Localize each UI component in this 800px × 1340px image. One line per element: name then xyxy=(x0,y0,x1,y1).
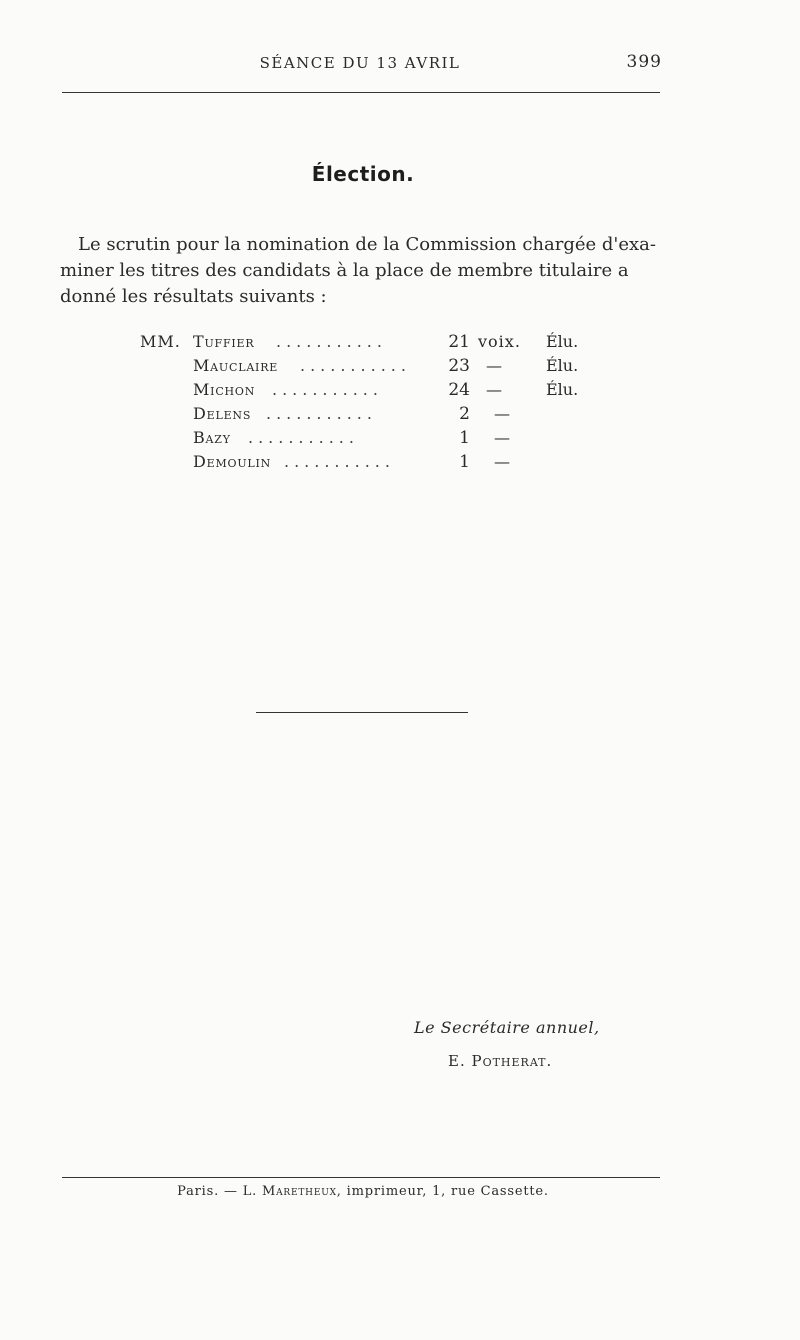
dot-leader: ........... xyxy=(284,452,395,471)
election-status: Élu. xyxy=(546,356,579,375)
candidate-name: Michon xyxy=(193,380,256,399)
vote-unit: — xyxy=(486,356,503,375)
dot-leader: ........... xyxy=(248,428,359,447)
result-row xyxy=(0,404,800,428)
intro-line: donné les résultats suivants : xyxy=(60,286,327,307)
candidate-name: Tuffier xyxy=(193,332,255,351)
candidate-name: Bazy xyxy=(193,428,231,447)
running-title: SÉANCE DU 13 AVRIL xyxy=(259,54,461,72)
election-status: Élu. xyxy=(546,332,579,351)
printer-imprint xyxy=(0,1184,726,1199)
imprint-printer: Maretheux xyxy=(262,1184,337,1199)
vote-count: 21 xyxy=(448,332,470,352)
result-row xyxy=(0,332,800,356)
vote-unit: — xyxy=(494,404,511,423)
intro-line: miner les titres des candidats à la place de membre titulaire a xyxy=(60,260,629,281)
dot-leader: ........... xyxy=(272,380,383,399)
intro-line: Le scrutin pour la nomination de la Commission chargée d'exa- xyxy=(78,234,656,255)
vote-count: 24 xyxy=(448,380,470,400)
result-row xyxy=(0,380,800,404)
result-row xyxy=(0,356,800,380)
intro-paragraph xyxy=(60,232,666,310)
vote-unit: — xyxy=(494,452,511,471)
signature-name: E. Potherat. xyxy=(448,1052,553,1070)
header-rule xyxy=(62,92,660,93)
section-title: Élection. xyxy=(311,162,415,186)
vote-unit: voix. xyxy=(478,332,521,351)
dot-leader: ........... xyxy=(300,356,411,375)
vote-count: 1 xyxy=(459,428,470,448)
candidate-name: Demoulin xyxy=(193,452,272,471)
vote-count: 2 xyxy=(459,404,470,424)
vote-unit: — xyxy=(486,380,503,399)
dot-leader: ........... xyxy=(276,332,387,351)
signature-role: Le Secrétaire annuel, xyxy=(414,1018,600,1037)
result-row xyxy=(0,428,800,452)
running-head xyxy=(0,48,800,78)
candidate-name: Mauclaire xyxy=(193,356,279,375)
imprint-suffix: , imprimeur, 1, rue Cassette. xyxy=(336,1184,549,1199)
section-divider xyxy=(256,712,468,713)
imprint-prefix: Paris. — L. xyxy=(177,1184,258,1199)
vote-count: 23 xyxy=(448,356,470,376)
result-row xyxy=(0,452,800,476)
results-prefix: MM. xyxy=(140,332,181,351)
footer-rule xyxy=(62,1177,660,1178)
page-number: 399 xyxy=(626,52,662,72)
election-status: Élu. xyxy=(546,380,579,399)
dot-leader: ........... xyxy=(266,404,377,423)
vote-count: 1 xyxy=(459,452,470,472)
candidate-name: Delens xyxy=(193,404,252,423)
vote-unit: — xyxy=(494,428,511,447)
